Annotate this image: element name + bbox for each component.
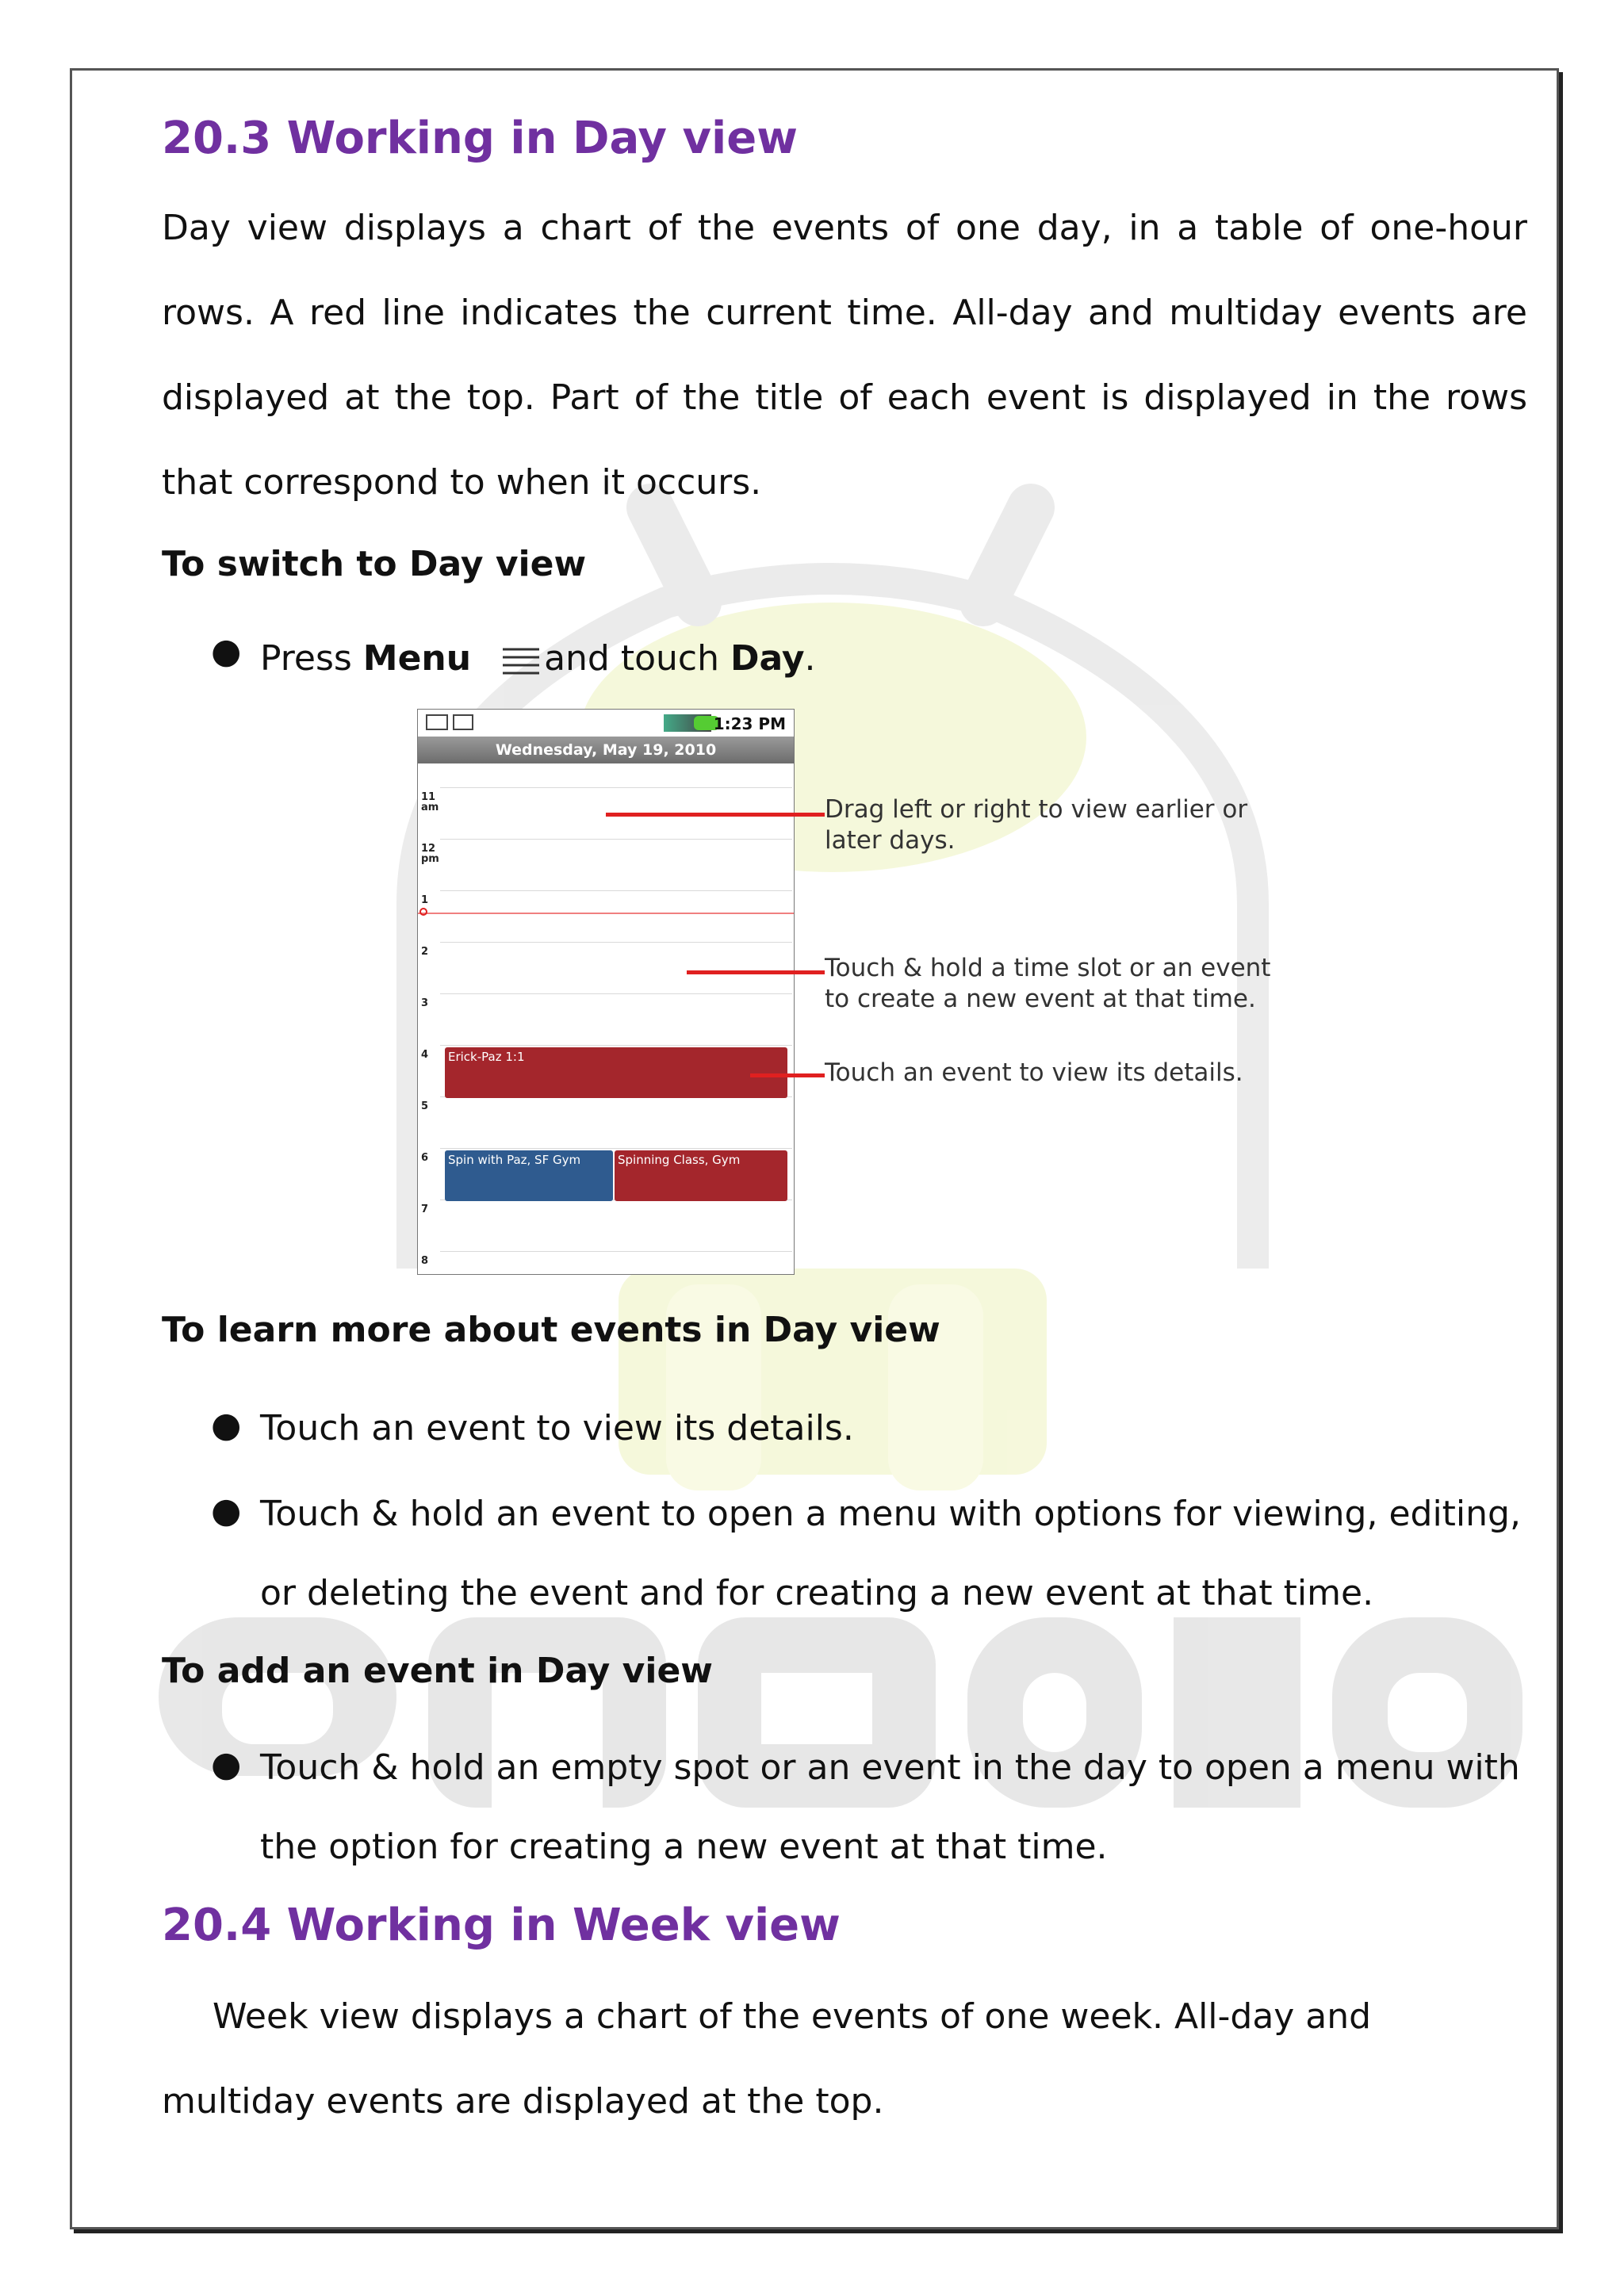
learn-bullet-2: Touch & hold an event to open a menu with options for viewing, editing, or deleting the event and for creating a new event at that time. xyxy=(260,1494,1521,1613)
current-time-marker xyxy=(419,908,427,916)
learn-bullet-1: Touch an event to view its details. xyxy=(260,1408,854,1448)
event-spin-with-paz[interactable]: Spin with Paz, SF Gym xyxy=(445,1150,613,1201)
hour-label: 3 xyxy=(421,997,429,1009)
hour-row-line xyxy=(440,1251,792,1252)
bullet-dot: ● xyxy=(211,631,242,672)
notification-icon xyxy=(453,714,473,730)
learn-day-view-heading: To learn more about events in Day view xyxy=(162,1310,940,1350)
hour-row-line xyxy=(440,1148,792,1149)
current-time-line xyxy=(418,913,794,914)
hour-row-line xyxy=(440,1045,792,1046)
hour-row-line xyxy=(440,890,792,891)
date-header: Wednesday, May 19, 2010 xyxy=(418,737,794,763)
hour-row-line xyxy=(440,839,792,840)
day-view-screenshot xyxy=(417,709,795,1275)
status-time: 1:23 PM xyxy=(713,714,786,733)
hour-label: 12 pm xyxy=(421,843,439,865)
section-heading-day-view: 20.3 Working in Day view xyxy=(162,113,798,164)
callout-line-touch-event xyxy=(750,1073,825,1077)
hour-row-line xyxy=(440,787,792,788)
hour-label: 8 xyxy=(421,1255,429,1267)
hour-label: 2 xyxy=(421,946,429,958)
add-bullet-1: Touch & hold an empty spot or an event in the day to open a menu with the option for creating a new event at that time. xyxy=(260,1747,1520,1867)
day-view-intro: Day view displays a chart of the events of one day, in a table of one-hour rows. A red line indicates the current time. All-day and multiday events are displayed at the top. Part of the title of each event is displayed in the rows that correspond to when it occurs. xyxy=(162,208,1527,503)
hour-label: 6 xyxy=(421,1152,429,1164)
callout-line-touch-hold xyxy=(687,970,825,974)
add-day-view-heading: To add an event in Day view xyxy=(162,1651,713,1691)
section-heading-week-view: 20.4 Working in Week view xyxy=(162,1900,841,1951)
callout-drag: Drag left or right to view earlier or later days. xyxy=(825,795,1248,855)
bullet-dot: ● xyxy=(211,1490,242,1531)
bullet-dot: ● xyxy=(211,1744,242,1785)
event-erick-paz[interactable]: Erick-Paz 1:1 xyxy=(445,1047,787,1098)
switch-day-view-heading: To switch to Day view xyxy=(162,544,587,584)
hour-label: 11 am xyxy=(421,791,439,813)
callout-touch-event: Touch an event to view its details. xyxy=(825,1058,1243,1087)
menu-icon xyxy=(501,645,541,676)
bullet-dot: ● xyxy=(211,1405,242,1445)
switch-bullet xyxy=(0,631,1624,687)
hour-row-line xyxy=(440,993,792,994)
event-spinning-class[interactable]: Spinning Class, Gym xyxy=(615,1150,787,1201)
callout-line-drag xyxy=(606,813,825,817)
week-view-intro: Week view displays a chart of the events of one week. All-day and multiday events are displayed at the top. xyxy=(162,1996,1372,2122)
hour-row-line xyxy=(440,942,792,943)
hour-label: 7 xyxy=(421,1203,429,1215)
status-bar xyxy=(418,710,794,737)
gmail-icon xyxy=(426,714,448,730)
callout-touch-hold: Touch & hold a time slot or an event to create a new event at that time. xyxy=(825,954,1271,1013)
hour-label: 4 xyxy=(421,1049,429,1061)
hour-label: 5 xyxy=(421,1100,429,1112)
switch-bullet-text: Press Menu and touch Day. xyxy=(260,638,816,679)
hour-label: 1 xyxy=(421,894,429,906)
